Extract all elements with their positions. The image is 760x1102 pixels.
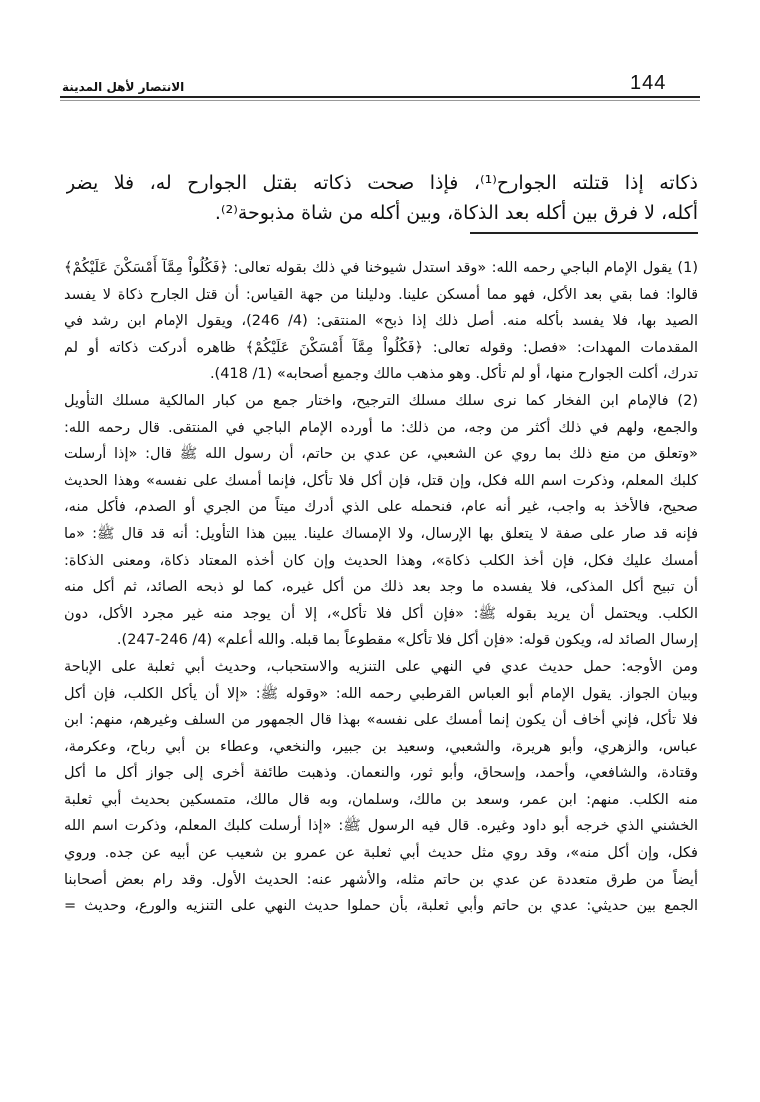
footnote-line: فإنه قد صار على صفة لا يتعلق بها الإرسال، ولا الإمساك علينا. يبين هذا التأويل: أنه قد قال ﷺ: «ما [64,525,698,542]
footnote-line: منه الكلب. منهم: ابن عمر، وسعد بن مالك، وسلمان، وبه قال مالك، متمسكين بحديث أبي ثعلبة [64,791,698,808]
footnote-line: «وتعلق من منع ذلك بما روي عن الشعبي، عن عدي بن حاتم، أن رسول الله ﷺ قال: «إذا أرسلت [64,446,698,463]
footnote-line: فكل، وإن أكل منه»، وقد روي مثل حديث أبي ثعلبة عن عمرو بن شعيب عن أبيه عن جده. وروي [64,845,698,862]
header-rule-thin [60,100,700,101]
footnote-separator [470,232,698,234]
footnote-line: الصيد بها، فلا يفسد بأكله منه. أصل ذلك إذا ذبح» المنتقى: (4/ 246)، ويقول الإمام ابن رشد في [64,313,698,330]
footnote-line: وقتادة، والشافعي، وأحمد، وإسحاق، وأبو ثور، والنعمان. وذهبت طائفة أخرى إلى جواز أكل ما أكل [64,765,698,782]
footnote-line: كلبك المعلم، وذكرت اسم الله فكل، وإن قتل، فإن أكل فلا تأكل، فإنما أمسك على نفسه» وهذا الحديث [64,472,698,489]
main-text-line: ذكاته إذا قتلته الجوارح⁽¹⁾، فإذا صحت ذكاته بقتل الجوارح له، فلا يضر [66,172,698,194]
footnote-line: ومن الأوجه: حمل حديث عدي في النهي على التنزيه والاستحباب، وحديث أبي ثعلبة على الإباحة [64,658,698,675]
footnote-line: وبيان الجواز. يقول الإمام أبو العباس القرطبي رحمه الله: «وقوله ﷺ: «إلا أن يأكل الكلب، فإن أكل [64,685,698,702]
footnote-line: أيضاً من طرق متعددة عن عدي بن حاتم مثله، والأشهر عنه: الحديث الأول. وقد رام بعض أصحابنا [64,871,698,888]
footnote-line: الجمع بين حديثي: عدي بن حاتم وأبي ثعلبة، بأن حملوا حديث النهي على التنزيه والورع، وحديث = [64,898,698,915]
footnote-line: صحيح، فالأخذ به واجب، غير أنه عام، فنحمله على الذي أدرك ميتاً من الجري أو الصدم، فأكل منه، [64,499,698,516]
footnote-line: (2) فالإمام ابن الفخار كما نرى سلك مسلك الترجيح، واختار جمع من كبار المالكية مسلك التأويل [64,392,698,409]
main-text-line: أكله، لا فرق بين أكله بعد الذكاة، وبين أكله من شاة مذبوحة⁽²⁾. [214,202,698,224]
footnote-line: الكلب. ويحتمل أن يريد بقوله ﷺ: «فإن أكل فلا تأكل»، إلا أن يوجد منه غير مجرد الأكل، دون [64,605,698,622]
footnote-line: أمسك عليك فكل، فإن أخذ الكلب ذكاة»، وهذا الحديث وإن كان أخذه المعتاد ذكاة، ومعنى الذكاة: [64,552,698,569]
footnote-line: تدرك، أكلت الجوارح منها، أو لم تأكل. وهو مذهب مالك وجميع أصحابه» (1/ 418). [209,366,698,383]
main-text [66,168,698,228]
footnote-line: أن تبيح أكل المذكى، فلا يفسده ما وجد بعد ذلك من أكل غيره، كما لو ذبحه الصائد، ثم أكل منه [64,579,698,596]
footnotes [64,255,698,920]
footnote-line: الخشني الذي خرجه أبو داود وغيره. قال فيه الرسول ﷺ: «إذا أرسلت كلبك المعلم، وذكرت اسم الله [64,818,698,835]
footnote-line: إرسال الصائد له، ويكون قوله: «فإن أكل فلا تأكل» مقطوعاً بما قبله. والله أعلم» (4/ 246-247). [116,632,698,649]
page-number: 144 [630,72,667,94]
footnote-line: المقدمات المهدات: «فصل: وقوله تعالى: ﴿فَكُلُواْ مِمَّآ أَمْسَكْنَ عَلَيْكُمْ﴾ ظاهره أدركت ذكاته أو لم [64,339,698,356]
footnote-line: عباس، والزهري، وأبو هريرة، والشعبي، وسعيد بن جبير، والنخعي، وعطاء بن أبي رباح، وعكرمة، [64,738,698,755]
running-header-title: الانتصار لأهل المدينة [62,80,185,94]
footnote-line: فلا تأكل، فإني أخاف أن يكون إنما أمسك على نفسه» بهذا قال الجمهور من السلف وغيرهم، منهم: ابن [64,712,698,729]
footnote-line: قالوا: فما بقي بعد الأكل، فهو مما أمسكن علينا. ودليلنا من جهة القياس: أن قتل الجارح ذكاة لا يفسد [64,286,698,303]
footnote-line: (1) يقول الإمام الباجي رحمه الله: «وقد استدل شيوخنا في ذلك بقوله تعالى: ﴿فَكُلُواْ مِمَّآ أَمْسَكْنَ عَلَيْكُمْ﴾ [64,260,698,276]
header-rule [60,96,700,98]
footnote-line: والجمع، ولهم في ذلك أكثر من وجه، من ذلك: ما أورده الإمام الباجي في المنتقى. قال رحمه الله: [64,419,698,436]
